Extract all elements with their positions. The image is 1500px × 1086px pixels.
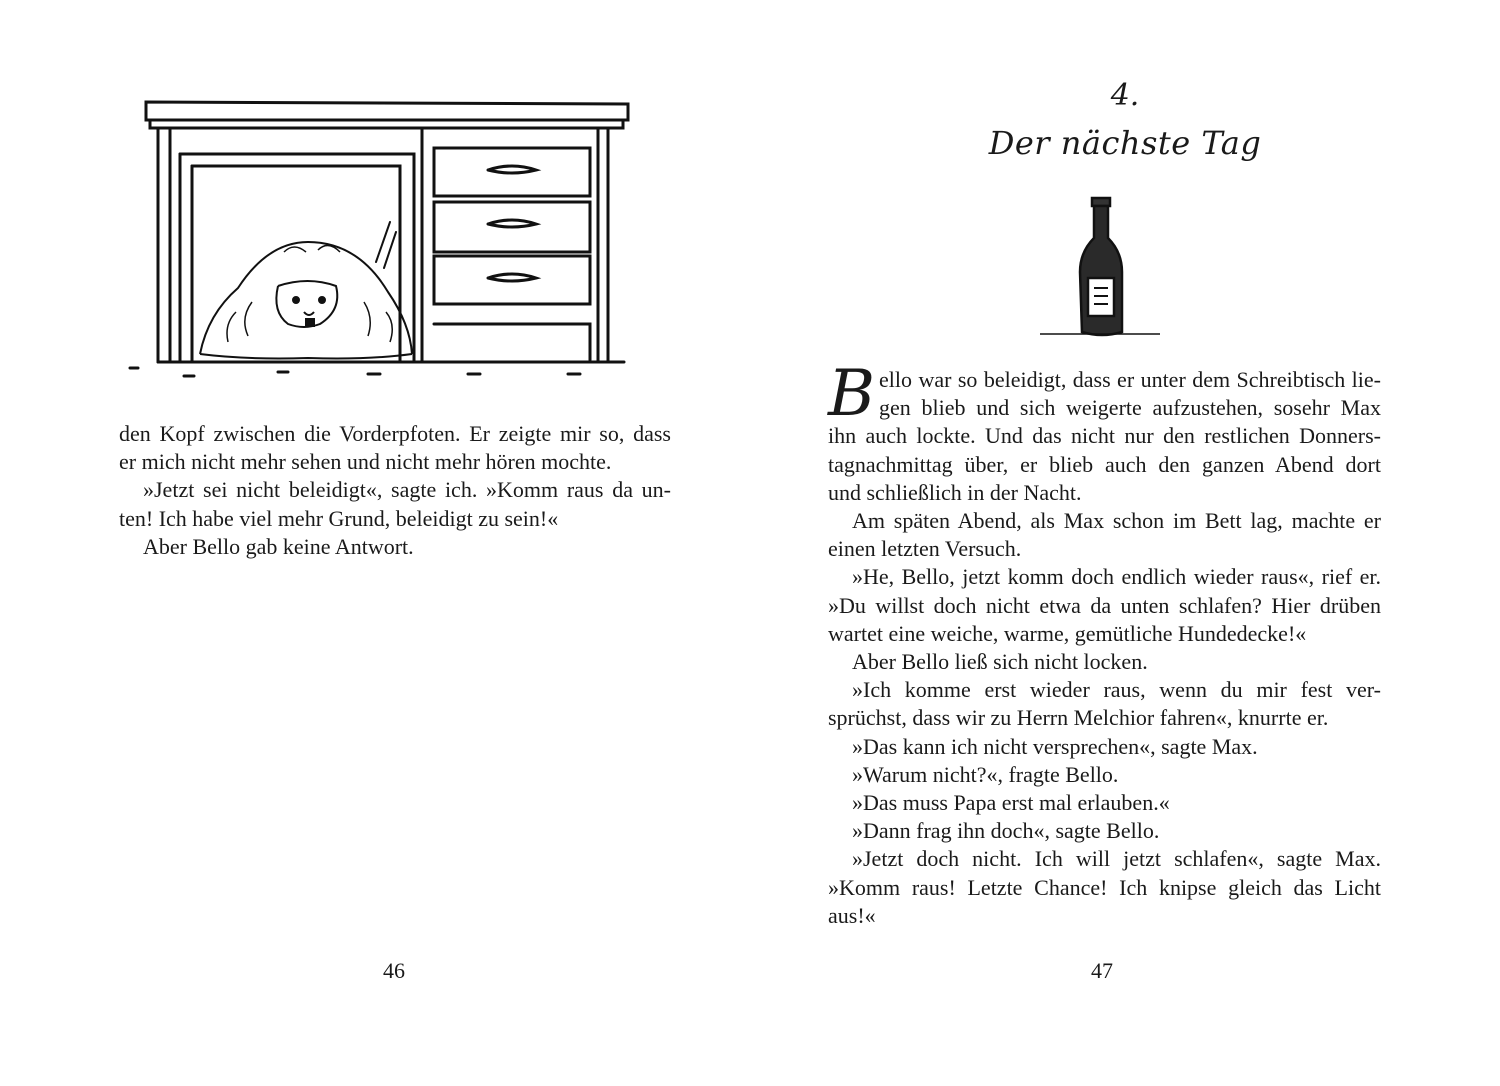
text-line: »Ich komme erst wieder raus, wenn du mir fest ver- xyxy=(852,677,1381,703)
text-line: und schließlich in der Nacht. xyxy=(828,479,1082,505)
text-line: »Das kann ich nicht versprechen«, sagte Max. xyxy=(852,733,1258,759)
text-line: ihn auch lockte. Und das nicht nur den restlichen Donners- xyxy=(828,423,1381,449)
text-line: ello war so beleidigt, dass er unter dem Schreibtisch lie- xyxy=(879,367,1381,392)
desk-dog-illustration xyxy=(128,92,638,392)
right-page-text xyxy=(828,357,1381,930)
text-line: den Kopf zwischen die Vorderpfoten. Er zeigte mir so, dass xyxy=(119,421,671,446)
text-line: Am späten Abend, als Max schon im Bett lag, machte er xyxy=(852,508,1381,534)
text-line: »Jetzt doch nicht. Ich will jetzt schlafen«, sagte Max. xyxy=(852,846,1381,872)
text-line: tagnachmittag über, er blieb auch den ganzen Abend dort xyxy=(828,451,1381,477)
page-number: 46 xyxy=(383,958,405,983)
page-number: 47 xyxy=(1091,958,1113,983)
text-line: »Warum nicht?«, fragte Bello. xyxy=(852,761,1119,787)
text-line: »Das muss Papa erst mal erlauben.« xyxy=(852,790,1170,816)
left-page-text xyxy=(119,420,671,561)
text-line: Aber Bello gab keine Antwort. xyxy=(143,533,414,559)
text-line: aus!« xyxy=(828,902,876,928)
text-line: wartet eine weiche, warme, gemütliche Hundedecke!« xyxy=(828,620,1307,646)
drop-cap: B xyxy=(828,357,876,431)
text-line: ten! Ich habe viel mehr Grund, beleidigt zu sein!« xyxy=(119,505,559,531)
text-line: er mich nicht mehr sehen und nicht mehr hören mochte. xyxy=(119,449,612,475)
text-line: »He, Bello, jetzt komm doch endlich wieder raus«, rief er. xyxy=(852,564,1381,590)
text-line: »Dann frag ihn doch«, sagte Bello. xyxy=(852,818,1160,844)
text-line: sprüchst, dass wir zu Herrn Melchior fahren«, knurrte er. xyxy=(828,705,1329,731)
chapter-number: 4. xyxy=(1110,78,1140,113)
text-line: Aber Bello ließ sich nicht locken. xyxy=(852,649,1148,675)
text-line: »Jetzt sei nicht beleidigt«, sagte ich. »Komm raus da un- xyxy=(143,477,671,503)
text-line: »Komm raus! Letzte Chance! Ich knipse gleich das Licht xyxy=(828,874,1381,900)
text-line: einen letzten Versuch. xyxy=(828,536,1022,562)
bottle-illustration xyxy=(1030,192,1170,342)
text-line: »Du willst doch nicht etwa da unten schlafen? Hier drüben xyxy=(828,592,1381,618)
text-line: gen blieb und sich weigerte aufzustehen, sosehr Max xyxy=(879,395,1381,421)
chapter-title: Der nächste Tag xyxy=(988,124,1262,162)
